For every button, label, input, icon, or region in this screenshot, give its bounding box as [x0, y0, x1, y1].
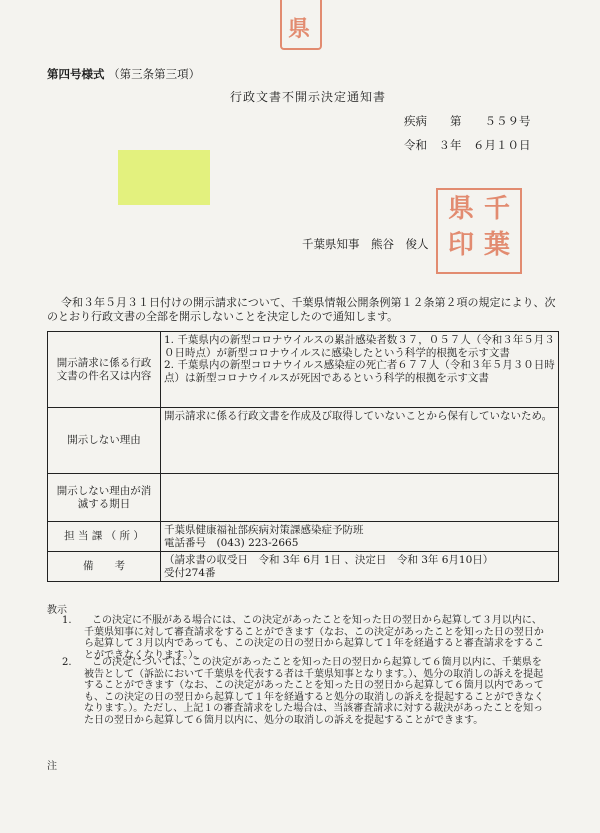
governor-name: 千葉県知事 熊谷 俊人 — [302, 237, 429, 251]
note-item-1 — [62, 615, 548, 661]
notes-heading: 教示 — [47, 605, 67, 616]
document-title: 行政文書不開示決定通知書 — [230, 90, 387, 104]
top-seal-stamp: 県 — [280, 0, 322, 50]
remarks-cell — [161, 552, 559, 582]
table-row — [48, 408, 559, 474]
table-row — [48, 522, 559, 552]
department-cell — [161, 522, 559, 552]
form-number-label: 第四号様式 — [47, 67, 105, 81]
note-item-2 — [62, 657, 548, 726]
note-text: この決定に不服がある場合には、この決定があったことを知った日の翌日から起算して３月以内に、千葉県知事に対して審査請求をすることができます（なお、この決定があったことを知った日の翌日から起算して３月以内であっても、この決定の日の翌日から起算して１年を経過すると審査請求をすることができなくなります。）。 — [84, 615, 544, 661]
remarks-label: 備 考 — [48, 552, 161, 582]
department-name: 千葉県健康福祉部疾病対策課感染症予防班 — [164, 524, 364, 536]
redaction-highlight — [118, 150, 210, 205]
request-subject-item-1: 1. 千葉県内の新型コロナウイルスの累計感染者数３７，０５７人（令和３年５月３０日時点）が新型コロナウイルスに感染したという科学的根拠を示す文書 — [164, 334, 555, 359]
non-disclosure-reason-label: 開示しない理由 — [48, 408, 161, 474]
table-row — [48, 332, 559, 408]
intro-paragraph: 令和３年５月３１日付けの開示請求について、千葉県情報公開条例第１２条第２項の規定により、次のとおり行政文書の全部を開示しないことを決定したので通知します。 — [47, 296, 556, 323]
table-row — [48, 552, 559, 582]
request-subject-cell — [161, 332, 559, 408]
note-text: この決定については、この決定があったことを知った日の翌日から起算して６箇月以内に、千葉県を被告として（訴訟において千葉県を代表する者は千葉県知事となります。）、処分の取消しの訴えを提起することができます（なお、この決定があったことを知った日の翌日から起算して６箇月以内であっても、この決定の日の翌日から起算して１年を経過すると処分の取消しの訴えを提起することができなくなります。）。ただし、上記１の審査請求をした場合は、当該審査請求に対する裁決があったことを知った日の翌日から起算して６箇月以内に、処分の取消しの訴えを提起することができます。 — [84, 657, 544, 726]
decision-table — [47, 331, 559, 582]
form-article: （第三条第三項） — [108, 67, 201, 81]
footnote-label: 注 — [47, 761, 57, 772]
department-phone: 電話番号 (043) 223-2665 — [164, 536, 299, 549]
reason-expiry-label: 開示しない理由が消滅する期日 — [48, 474, 161, 522]
form-number — [47, 66, 200, 82]
non-disclosure-reason-value: 開示請求に係る行政文書を作成及び取得していないことから保有していないため。 — [161, 408, 559, 474]
document-date: 令和 ３年 ６月１０日 — [404, 138, 531, 152]
request-subject-item-2: 2. 千葉県内の新型コロナウイルス感染症の死亡者６７７人（令和３年５月３０日時点）は新型コロナウイルスが死因であるという科学的根拠を示す文書 — [164, 359, 555, 384]
note-number: 2. — [62, 657, 72, 668]
reason-expiry-value — [161, 474, 559, 522]
department-label: 担 当 課 （ 所 ） — [48, 522, 161, 552]
remarks-dates: （請求書の収受日 令和 3年 6月 1日 、決定日 令和 3年 6月10日） — [164, 554, 494, 566]
table-row — [48, 474, 559, 522]
note-number: 1. — [62, 615, 72, 626]
request-subject-label: 開示請求に係る行政文書の件名又は内容 — [48, 332, 161, 408]
remarks-receipt: 受付274番 — [164, 566, 216, 579]
governor-seal-stamp: 千 葉 県 印 — [436, 188, 522, 274]
document-number: 疾病 第 ５５９号 — [404, 114, 531, 128]
